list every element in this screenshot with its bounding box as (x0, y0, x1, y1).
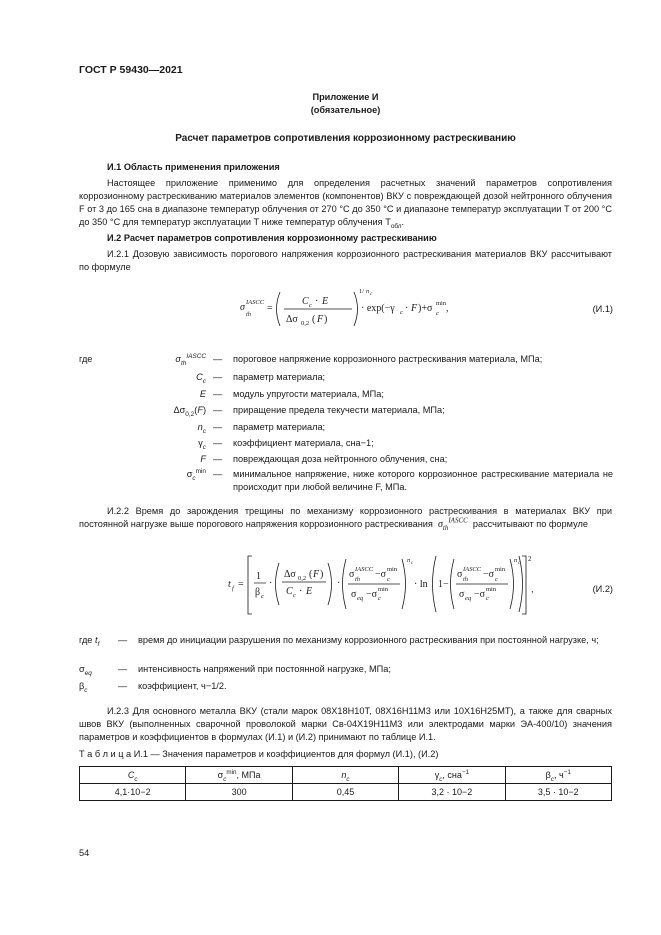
table-cell: 300 (186, 784, 292, 801)
where-1-sym-4: $n_c$ (197, 422, 206, 435)
annex-status: (обязательное) (310, 105, 381, 115)
svg-text:Δσ: Δσ (284, 569, 296, 580)
svg-text:n: n (366, 288, 370, 295)
svg-text:β: β (255, 587, 261, 598)
svg-text:th: th (355, 576, 361, 583)
table-header-cell: $C_c$ (80, 767, 186, 784)
where-1-text-6: повреждающая доза нейтронного облучения, сна; (233, 454, 448, 464)
svg-text:eq: eq (465, 595, 472, 602)
where-1-sym-0: $\sigma_{th}^{IASCC}$ (175, 352, 206, 367)
where-1-dash: — (213, 389, 223, 399)
svg-text:·: · (315, 296, 319, 307)
svg-text:n: n (407, 557, 411, 564)
where-2-dash: — (118, 664, 128, 674)
where-1-text-2: модуль упругости материала, МПа; (233, 389, 384, 399)
svg-text:σ: σ (459, 589, 465, 600)
where-1-sym-1: $C_c$ (196, 372, 206, 385)
formula-2 (228, 553, 528, 617)
svg-text:E: E (306, 586, 313, 597)
table-header-row (80, 767, 612, 784)
svg-text:c: c (400, 309, 403, 316)
section-1-text (79, 177, 612, 229)
svg-text:σ: σ (349, 569, 355, 580)
svg-text:C: C (286, 586, 293, 597)
svg-text:1: 1 (256, 571, 261, 582)
section-2-heading: И.2 Расчет параметров сопротивления коррозионному растрескиванию (107, 233, 437, 243)
svg-text:c: c (261, 593, 264, 600)
paragraph-2-2-end: рассчитывают по формуле (472, 519, 588, 529)
svg-text:(: ( (309, 569, 313, 580)
where-2-sym-2: $\beta_c$ (79, 681, 88, 694)
where-2-text-0: время до инициации разрушения по механизму коррозионного растрескивания при постоянной нагрузке, ч; (138, 635, 599, 645)
svg-text:·: · (299, 586, 303, 597)
where-1-sym-5: $\gamma_c$ (198, 438, 206, 451)
svg-text:)+σ: )+σ (418, 303, 433, 314)
section-1-sub: обл (390, 222, 402, 230)
paragraph-2-2 (79, 505, 612, 531)
svg-text:): ) (324, 314, 328, 325)
where-2-sym-1: $\sigma_{eq}$ (79, 664, 92, 677)
where-1-dash: — (213, 422, 223, 432)
where-1-sym-3: $\Delta\sigma_{0,2}(F)$ (173, 405, 206, 418)
formula-1-number: (И.1) (592, 304, 613, 314)
svg-text:c: c (486, 595, 489, 602)
table-cell: 3,2 · 10−2 (399, 784, 505, 801)
where-1-dash: — (213, 454, 223, 464)
svg-text:c: c (370, 292, 373, 297)
where-1-text-1: параметр материала; (233, 372, 326, 382)
where-1-sym-2: E (199, 389, 206, 399)
document-header: ГОСТ Р 59430—2021 (79, 64, 183, 76)
svg-text:min: min (387, 566, 398, 573)
svg-text:IASCC: IASCC (463, 566, 482, 573)
svg-text:,: , (446, 303, 449, 314)
svg-text:E: E (322, 296, 329, 307)
where-1-dash: — (213, 438, 223, 448)
sigma-threshold-symbol: $\sigma_{th}^{IASCC}$ (437, 516, 468, 532)
svg-text:c: c (309, 302, 312, 309)
svg-text:c: c (387, 576, 390, 583)
svg-text:Δσ: Δσ (286, 314, 298, 325)
page-number: 54 (79, 848, 90, 858)
where-1-label: где (79, 354, 93, 364)
svg-text:=: = (238, 579, 244, 590)
table-cell: 0,45 (292, 784, 398, 801)
table-header-cell: $\sigma_c^{min}$, МПа (186, 767, 292, 784)
table-cell: 3,5 · 10−2 (505, 784, 611, 801)
svg-text:F: F (317, 314, 324, 325)
svg-text:n: n (514, 557, 518, 564)
svg-text:min: min (486, 586, 497, 593)
annex-title: Приложение И (312, 92, 379, 102)
svg-text:eq: eq (357, 595, 364, 602)
where-2-text-2: коэффициент, ч−1/2. (138, 681, 227, 691)
where-1-dash: — (213, 469, 223, 479)
svg-text:σ: σ (457, 569, 463, 580)
svg-text:1/: 1/ (359, 288, 365, 295)
where-1-text-7: минимальное напряжение, ниже которого коррозионное растрескивание материала не происходит при любой величине F, МПа. (233, 469, 613, 492)
formula-2-square: 2 (528, 555, 532, 563)
svg-text:·: · (405, 303, 409, 314)
parameters-table (79, 766, 612, 801)
where-1-text-5: коэффициент материала, сна−1; (233, 438, 374, 448)
paragraph-2-1: И.2.1 Дозовую зависимость порогового напряжения коррозионного растрескивания материалов ВКУ рассчитывают по формуле (79, 249, 612, 272)
svg-text:min: min (378, 586, 389, 593)
svg-text:t: t (228, 579, 231, 590)
svg-text:c: c (293, 592, 296, 599)
table-header-cell: $\gamma_c$, сна$^{-1}$ (399, 767, 505, 784)
svg-text:−σ: −σ (375, 569, 387, 580)
svg-text:0,2: 0,2 (301, 320, 310, 327)
svg-text:· ln: · ln (414, 579, 428, 590)
where-1-sym-6: F (200, 454, 206, 464)
svg-text:1−: 1− (438, 579, 449, 590)
svg-text:IASCC: IASCC (355, 566, 374, 573)
section-1-heading: И.1 Область применения приложения (107, 162, 280, 172)
svg-text:): ) (320, 569, 324, 580)
svg-text:th: th (246, 311, 252, 318)
svg-text:σ: σ (351, 589, 357, 600)
svg-text:F: F (313, 569, 320, 580)
svg-text:min: min (495, 566, 506, 573)
formula-1 (240, 282, 450, 338)
svg-text:−σ: −σ (483, 569, 495, 580)
where-1-dash: — (213, 405, 223, 415)
annex-heading: Расчет параметров сопротивления коррозионному растрескиванию (175, 133, 516, 144)
paragraph-2-3: И.2.3 Для основного металла ВКУ (стали марок 08Х18Н10Т, 08Х16Н11М3 или 10Х16Н25МТ), а также для сварных швов ВКУ (выполненных сварочной проволокой марки Св-04Х19Н11М3 или электродами марки ЭА-400/10) значения параметров и коэффициентов в формулах (И.1) и (И.2) принимают по таблице И.1. (79, 706, 612, 742)
svg-text:f: f (232, 585, 234, 592)
section-1-body: Настоящее приложение применимо для определения расчетных значений параметров сопротивления коррозионному растрескиванию материалов элементов (компонентов) ВКУ с повреждающей дозой нейтронного облучения F от 3 до 165 сна в диапазоне температур облучения от 270 °С до 350 °С и диапазоне температур эксплуатации T от 200 °С до 350 °С для температур эксплуатации T ниже температур облучения T (79, 178, 612, 227)
where-1-dash: — (213, 354, 223, 364)
svg-text:· exp(−γ: · exp(−γ (361, 303, 395, 314)
svg-text:C: C (302, 296, 309, 307)
where-1-text-0: пороговое напряжение коррозионного растрескивания материала, МПа; (233, 354, 543, 364)
paragraph-2-2-text: И.2.2 Время до зарождения трещины по механизму коррозионного растрескивания в материалах ВКУ при постоянной нагрузке выше порогового напряжения коррозионного растрескивания (79, 506, 612, 529)
svg-text:=: = (267, 303, 273, 314)
svg-text:·: · (269, 578, 273, 589)
svg-text:c: c (518, 561, 521, 566)
svg-text:c: c (495, 576, 498, 583)
formula-2-comma: , (531, 584, 534, 594)
svg-text:IASCC: IASCC (246, 299, 265, 306)
where-2-dash: — (118, 635, 128, 645)
svg-text:−σ: −σ (366, 589, 378, 600)
table-caption: Т а б л и ц а И.1 — Значения параметров и коэффициентов для формул (И.1), (И.2) (79, 749, 439, 759)
svg-text:c: c (378, 595, 381, 602)
svg-text:(: ( (312, 314, 316, 325)
table-header-cell: $\beta_c$, $ч^{-1}$ (505, 767, 611, 784)
section-1-end: . (401, 217, 405, 227)
where-1-sym-7: $\sigma_c^{min}$ (186, 467, 206, 482)
table-cell: 4,1·10−2 (80, 784, 186, 801)
svg-text:th: th (463, 576, 469, 583)
where-2-sym-0: где $t_f$ (79, 635, 100, 648)
svg-text:c: c (436, 310, 439, 317)
where-2-dash: — (118, 681, 128, 691)
svg-text:σ: σ (240, 302, 245, 313)
where-1-text-3: приращение предела текучести материала, МПа; (233, 405, 445, 415)
formula-2-number: (И.2) (592, 584, 613, 594)
table-header-cell: $n_c$ (292, 767, 398, 784)
svg-text:F: F (411, 303, 418, 314)
svg-text:·: · (337, 578, 341, 589)
where-1-dash: — (213, 372, 223, 382)
svg-text:c: c (411, 561, 414, 566)
svg-text:−σ: −σ (474, 589, 486, 600)
svg-text:0,2: 0,2 (298, 575, 307, 582)
svg-text:min: min (436, 300, 447, 307)
where-2-text-1: интенсивность напряжений при постоянной нагрузке, МПа; (138, 664, 391, 674)
where-1-text-4: параметр материала; (233, 422, 326, 432)
table-row (80, 784, 612, 801)
